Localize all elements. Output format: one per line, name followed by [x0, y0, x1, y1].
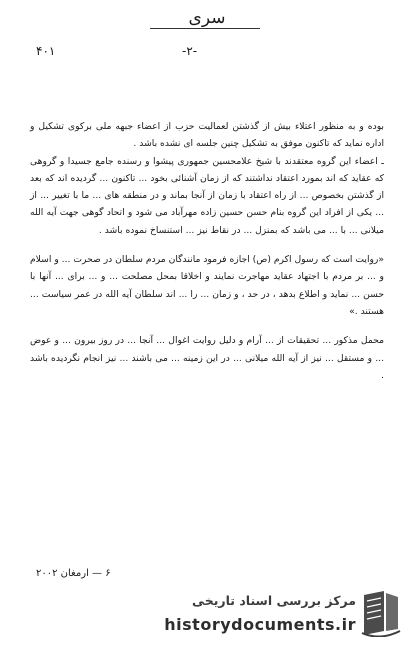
header-underline	[150, 28, 260, 29]
body-paragraph: بوده و به منظور اعتلاء بیش از گذشتن لعمالیت حزب از اعضاء جبهه ملی برکوی تشکیل و اداره نماید که تاکنون موفق به تشکیل چنین جلسه ای نشده باشد .	[30, 121, 384, 150]
document-body	[30, 118, 384, 384]
paragraph-gap	[30, 320, 384, 332]
archive-logo-icon	[358, 587, 402, 637]
body-paragraph: «روایت است که رسول اکرم (ص) اجازه فرمود مانندگان مردم سلطان در صحرت ... و اسلام و ... بر مردم با اجتهاد عقاید مهاجرت نمایند و اخلاقا بمحل مصلحت ... و ... برای ... آنها با حسن ... نماید و اطلاع بدهد ، در حد ، و زمان ... را ... اند سلطان آیه الله در عمر سیاست ... هستند .»	[29, 254, 384, 317]
body-paragraph: ـ اعضاء این گروه معتقدند با شیخ علامحسین جمهوری پیشوا و رسنده جامع جسیدا و گروهی که عقاید که اند بمورد اعتقاد نداشتند که از زمان آشنائی بخود ... تاکنون ... گردیده اند که بعد از گذشتن بخصوص ... از راه اعتقاد با زمان از آنجا بماند و در منطقه های ... ما با تغییر ... از ... یکی از افراد این گروه بنام حسن حسین زاده مهرآباد می شود و اتحاد گوهی جهت آیه الله میلانی ... با ... می باشد که بمنزل ... در نقاط نیز ... استنساخ نموده باشد .	[30, 155, 384, 236]
archive-watermark	[156, 585, 406, 645]
classification-header: سری	[188, 8, 226, 28]
page-number: -۲-	[182, 44, 198, 58]
document-number: ۴۰۱	[36, 44, 56, 58]
paragraph-gap	[30, 239, 384, 251]
watermark-url: historydocuments.ir	[164, 615, 356, 634]
watermark-archive-name: مرکز بررسی اسناد تاریخی	[192, 593, 356, 608]
body-paragraph: محمل مذکور ... تحقیقات از ... آرام و دلیل روایت اغوال ... آنجا ... در روز بیرون ... و عوض ... و مستقل ... نیز از آیه الله میلانی ... در این زمینه ... می باشند ... نیز انجام نگردیده باشد .	[30, 335, 384, 381]
document-date: ۶ — ارمغان ۲۰۰۲	[36, 568, 111, 579]
